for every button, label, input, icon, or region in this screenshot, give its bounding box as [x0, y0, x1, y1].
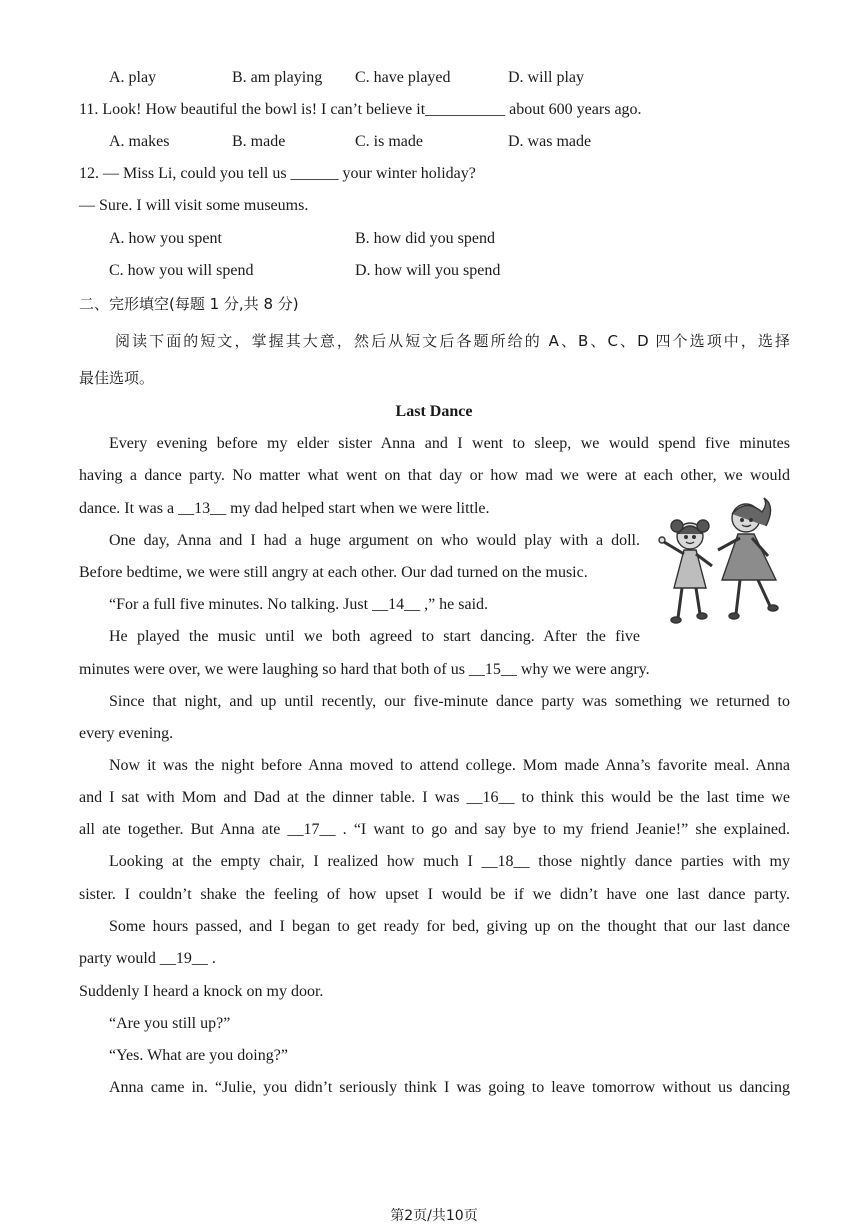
passage-line: Before bedtime, we were still angry at each other. Our dad turned on the music. — [79, 564, 588, 581]
passage-line: One day, Anna and I had a huge argument on who would play with a doll. — [109, 532, 640, 549]
passage-line: dance. It was a __13__ my dad helped start when we were little. — [79, 500, 490, 517]
passage-line: He played the music until we both agreed to start dancing. After the five — [109, 628, 640, 645]
dancing-girls-illustration — [652, 496, 790, 634]
passage-line: “Are you still up?” — [109, 1015, 231, 1032]
passage-title: Last Dance — [395, 403, 473, 420]
passage-line: minutes were over, we were laughing so hard that both of us __15__ why we were angry. — [79, 661, 650, 678]
q12-option-c: C. how you will spend — [109, 262, 254, 279]
q10-option-b: B. am playing — [232, 69, 323, 86]
passage-line: having a dance party. No matter what went on that day or how mad we were at each other, we would — [79, 467, 790, 484]
passage-line: every evening. — [79, 725, 174, 742]
q10-option-d: D. will play — [508, 69, 584, 86]
passage-line: Since that night, and up until recently, our five-minute dance party was something we returned to — [109, 693, 790, 710]
q11-option-b: B. made — [232, 133, 286, 150]
passage-line: all ate together. But Anna ate __17__ . “I want to go and say bye to my friend Jeanie!” she explained. — [79, 821, 790, 838]
passage-line: and I sat with Mom and Dad at the dinner table. I was __16__ to think this would be the last time we — [79, 789, 790, 806]
q11-option-a: A. makes — [109, 133, 170, 150]
passage-line: Some hours passed, and I began to get ready for bed, giving up on the thought that our last dance — [109, 918, 790, 935]
q10-option-c: C. have played — [355, 69, 451, 86]
passage-line: Now it was the night before Anna moved to attend college. Mom made Anna’s favorite meal. Anna — [109, 757, 790, 774]
q11-option-d: D. was made — [508, 133, 592, 150]
q12-option-a: A. how you spent — [109, 230, 222, 247]
page-number: 第2页/共10页 — [390, 1208, 478, 1224]
q12-answer: — Sure. I will visit some museums. — [79, 197, 309, 214]
passage-line: “For a full five minutes. No talking. Just __14__ ,” he said. — [109, 596, 489, 613]
q12-option-b: B. how did you spend — [355, 230, 495, 247]
q12-option-d: D. how will you spend — [355, 262, 501, 279]
section-instruction-line1: 阅读下面的短文，掌握其大意，然后从短文后各题所给的 A、B、C、D 四个选项中，选择 — [115, 332, 790, 350]
passage-line: Every evening before my elder sister Anna and I went to sleep, we would spend five minutes — [109, 435, 790, 452]
q11-option-c: C. is made — [355, 133, 423, 150]
q10-option-a: A. play — [109, 69, 157, 86]
passage-line: sister. I couldn’t shake the feeling of how upset I would be if we didn’t have one last dance party. — [79, 886, 790, 903]
q12-stem: 12. — Miss Li, could you tell us ______ your winter holiday? — [79, 165, 476, 182]
passage-line: party would __19__ . — [79, 950, 216, 967]
q11-stem: 11. Look! How beautiful the bowl is! I can’t believe it__________ about 600 years ago. — [79, 101, 642, 118]
passage-line: Suddenly I heard a knock on my door. — [79, 983, 324, 1000]
passage-line: Anna came in. “Julie, you didn’t seriously think I was going to leave tomorrow without us dancing — [109, 1079, 790, 1096]
passage-line: “Yes. What are you doing?” — [109, 1047, 288, 1064]
section-instruction-line2: 最佳选项。 — [79, 369, 155, 387]
section-heading: 二、完形填空(每题 1 分,共 8 分) — [79, 295, 299, 313]
passage-line: Looking at the empty chair, I realized how much I __18__ those nightly dance parties with my — [109, 853, 790, 870]
